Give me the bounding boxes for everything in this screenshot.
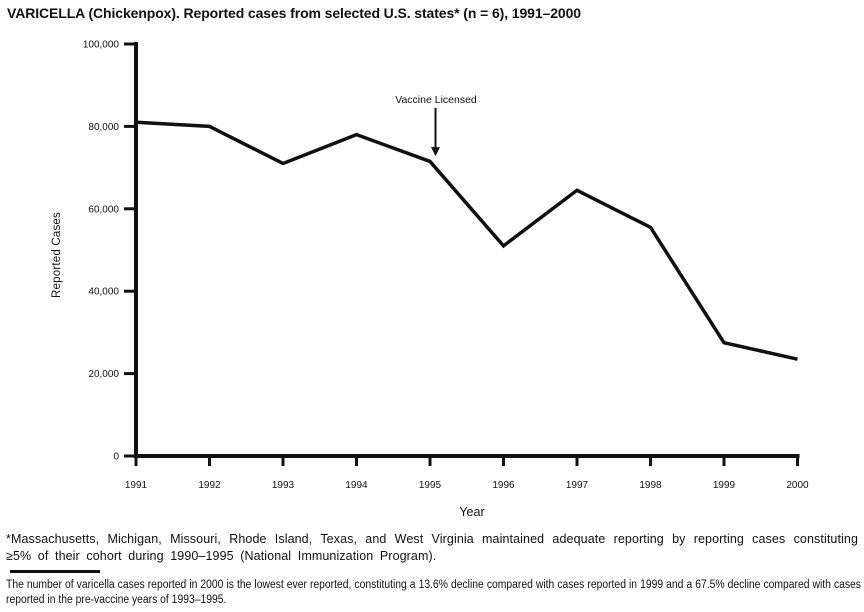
- y-tick-label: 80,000: [88, 121, 119, 133]
- y-tick-label: 0: [113, 451, 119, 463]
- x-tick-label: 1993: [271, 480, 295, 491]
- x-axis-title: Year: [459, 505, 485, 519]
- footnote-divider: [10, 570, 100, 573]
- annotation-arrow-head: [431, 147, 440, 156]
- y-tick-label: 40,000: [88, 286, 119, 298]
- x-tick-label: 1995: [418, 480, 442, 491]
- y-tick-label: 60,000: [88, 204, 119, 216]
- x-tick-label: 1991: [124, 480, 148, 491]
- chart-title: VARICELLA (Chickenpox). Reported cases from selected U.S. states* (n = 6), 1991–2000: [7, 5, 581, 21]
- y-tick-label: 20,000: [88, 369, 119, 381]
- x-tick-label: 1997: [565, 480, 589, 491]
- x-tick-label: 2000: [786, 480, 809, 491]
- x-tick-label: 1996: [492, 480, 515, 491]
- states-footnote: *Massachusetts, Michigan, Missouri, Rhode Island, Texas, and West Virginia maintained adequate reporting by reporting cases constituting ≥5% of their cohort during 1990–1995 (National Immunization Program).: [6, 532, 858, 563]
- y-tick-label: 100,000: [82, 39, 119, 51]
- vaccine-licensed-annotation: Vaccine Licensed: [395, 94, 477, 106]
- y-axis-title: Reported Cases: [51, 212, 63, 298]
- x-tick-label: 1994: [345, 480, 368, 491]
- decline-footnote: The number of varicella cases reported in 2000 is the lowest ever reported, constituting a 13.6% decline compared with cases reported in 1999 and a 67.5% decline compared with cases reported in the pre-vaccine years of 1993–1995.: [6, 579, 861, 606]
- x-tick-label: 1992: [198, 480, 221, 491]
- data-line: [136, 122, 798, 359]
- x-tick-label: 1998: [639, 480, 662, 491]
- x-tick-label: 1999: [712, 480, 736, 491]
